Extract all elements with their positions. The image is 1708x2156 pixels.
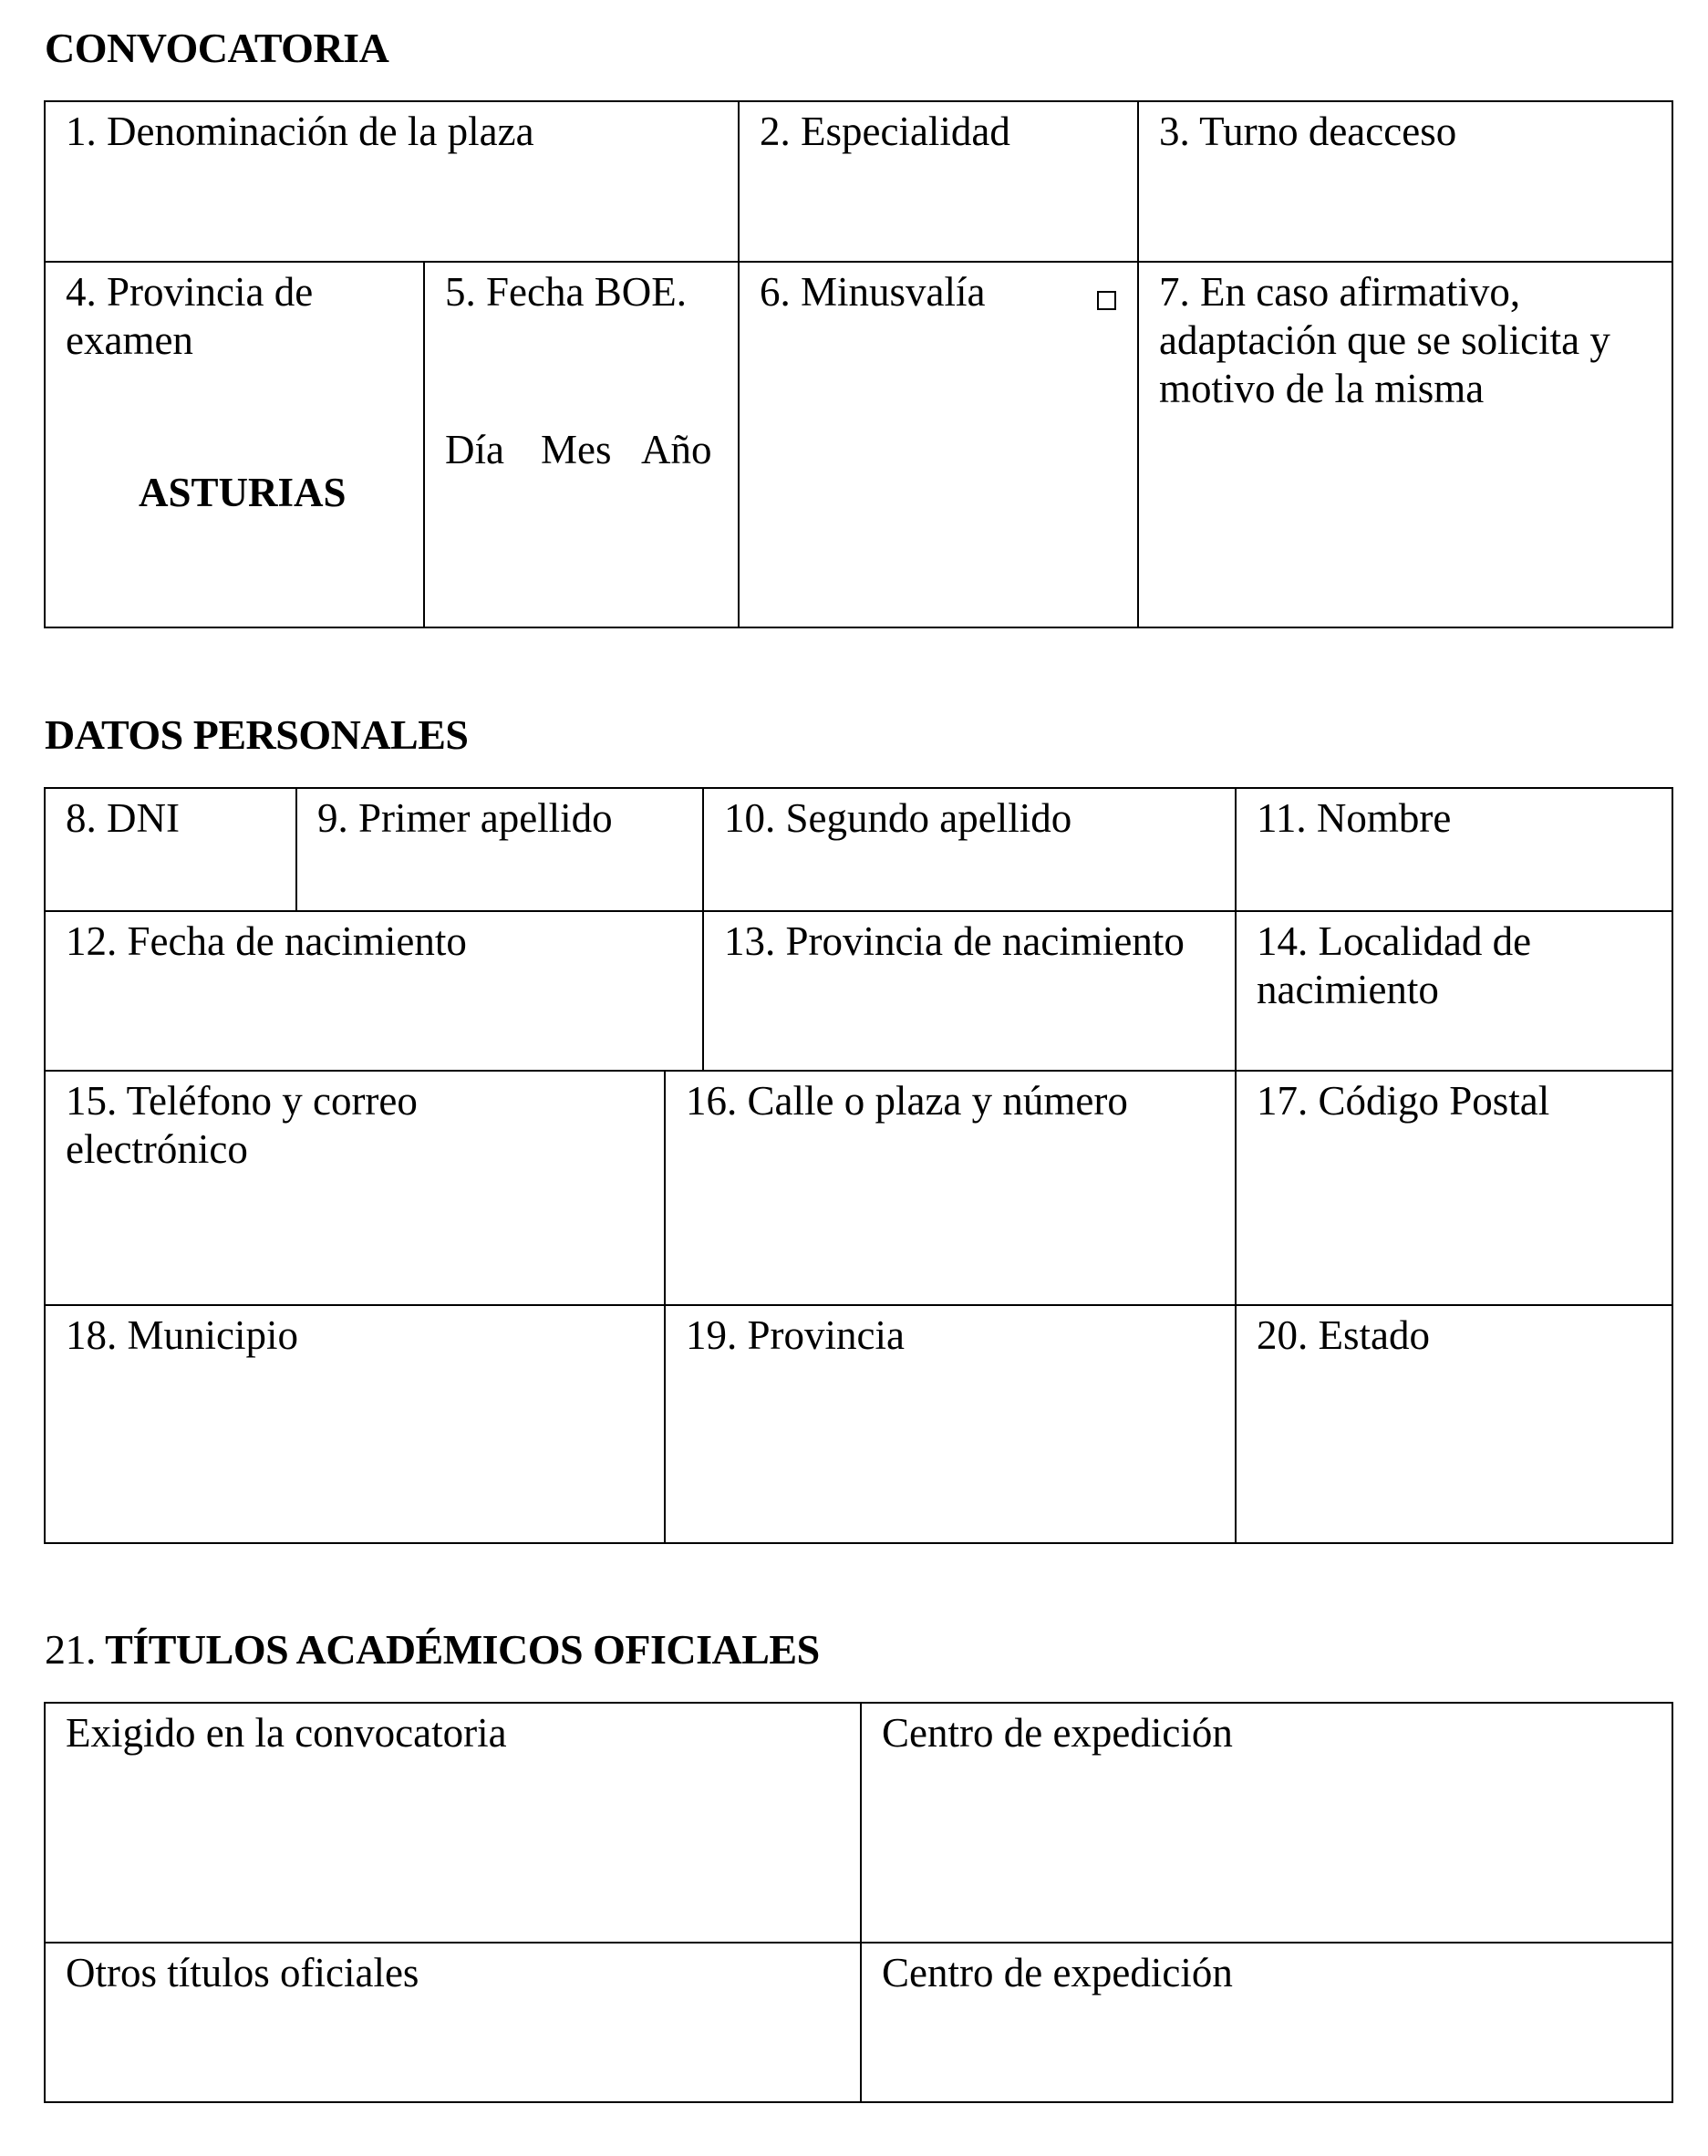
field-label: 6. Minusvalía <box>760 269 986 315</box>
field-calle-numero[interactable] <box>664 1070 1237 1306</box>
field-localidad-nacimiento[interactable] <box>1235 910 1673 1072</box>
field-telefono-correo[interactable] <box>44 1070 666 1306</box>
field-denominacion-plaza[interactable] <box>44 100 740 263</box>
field-otros-titulos[interactable] <box>44 1942 862 2103</box>
field-adaptacion-solicitada[interactable] <box>1137 261 1673 628</box>
field-label: 14. Localidad de nacimiento <box>1257 918 1532 1012</box>
field-label: 11. Nombre <box>1257 795 1452 841</box>
field-label: 1. Denominación de la plaza <box>66 109 534 154</box>
field-label: 7. En caso afirmativo, adaptación que se solicita y motivo de la misma <box>1159 269 1610 411</box>
field-label: 9. Primer apellido <box>317 795 613 841</box>
field-especialidad[interactable] <box>738 100 1139 263</box>
section-heading-titulos <box>45 1625 820 1674</box>
provincia-examen-value: ASTURIAS <box>139 470 347 515</box>
field-dni[interactable] <box>44 787 297 912</box>
field-label: 5. Fecha BOE. <box>445 269 687 315</box>
field-minusvalia <box>738 261 1139 628</box>
field-label: 4. Provincia de examen <box>66 269 314 363</box>
fecha-boe-dia-label: Día <box>445 427 504 472</box>
field-label: 8. DNI <box>66 795 180 841</box>
field-centro-expedicion-exigido[interactable] <box>860 1702 1673 1944</box>
field-label: Otros títulos oficiales <box>66 1950 419 1995</box>
field-centro-expedicion-otros[interactable] <box>860 1942 1673 2103</box>
field-label: Centro de expedición <box>882 1710 1233 1756</box>
field-label: 13. Provincia de nacimiento <box>724 918 1185 964</box>
field-label: Exigido en la convocatoria <box>66 1710 507 1756</box>
field-codigo-postal[interactable] <box>1235 1070 1673 1306</box>
field-primer-apellido[interactable] <box>295 787 704 912</box>
section-heading-convocatoria: CONVOCATORIA <box>45 25 389 71</box>
field-label: 18. Municipio <box>66 1312 298 1358</box>
field-titulo-exigido[interactable] <box>44 1702 862 1944</box>
field-provincia-examen[interactable] <box>44 261 425 628</box>
field-fecha-nacimiento[interactable] <box>44 910 704 1072</box>
field-label: 16. Calle o plaza y número <box>686 1078 1128 1124</box>
fecha-boe-ano-label: Año <box>641 427 712 472</box>
field-label: 12. Fecha de nacimiento <box>66 918 467 964</box>
field-nombre[interactable] <box>1235 787 1673 912</box>
field-provincia[interactable] <box>664 1304 1237 1544</box>
field-label: Centro de expedición <box>882 1950 1233 1995</box>
fecha-boe-mes-label: Mes <box>541 427 612 472</box>
field-label: 17. Código Postal <box>1257 1078 1550 1124</box>
section-number: 21. <box>45 1626 96 1673</box>
field-label: 10. Segundo apellido <box>724 795 1072 841</box>
field-fecha-boe[interactable] <box>423 261 740 628</box>
field-label: 2. Especialidad <box>760 109 1010 154</box>
section-title: TÍTULOS ACADÉMICOS OFICIALES <box>105 1626 820 1673</box>
field-label: 20. Estado <box>1257 1312 1430 1358</box>
section-heading-datos-personales: DATOS PERSONALES <box>45 711 469 758</box>
minusvalia-checkbox[interactable] <box>1097 291 1116 310</box>
field-label: 19. Provincia <box>686 1312 905 1358</box>
field-municipio[interactable] <box>44 1304 666 1544</box>
field-provincia-nacimiento[interactable] <box>702 910 1237 1072</box>
field-label: 3. Turno deacceso <box>1159 109 1457 154</box>
field-label: 15. Teléfono y correo electrónico <box>66 1078 418 1172</box>
field-segundo-apellido[interactable] <box>702 787 1237 912</box>
field-turno-acceso[interactable] <box>1137 100 1673 263</box>
field-estado[interactable] <box>1235 1304 1673 1544</box>
